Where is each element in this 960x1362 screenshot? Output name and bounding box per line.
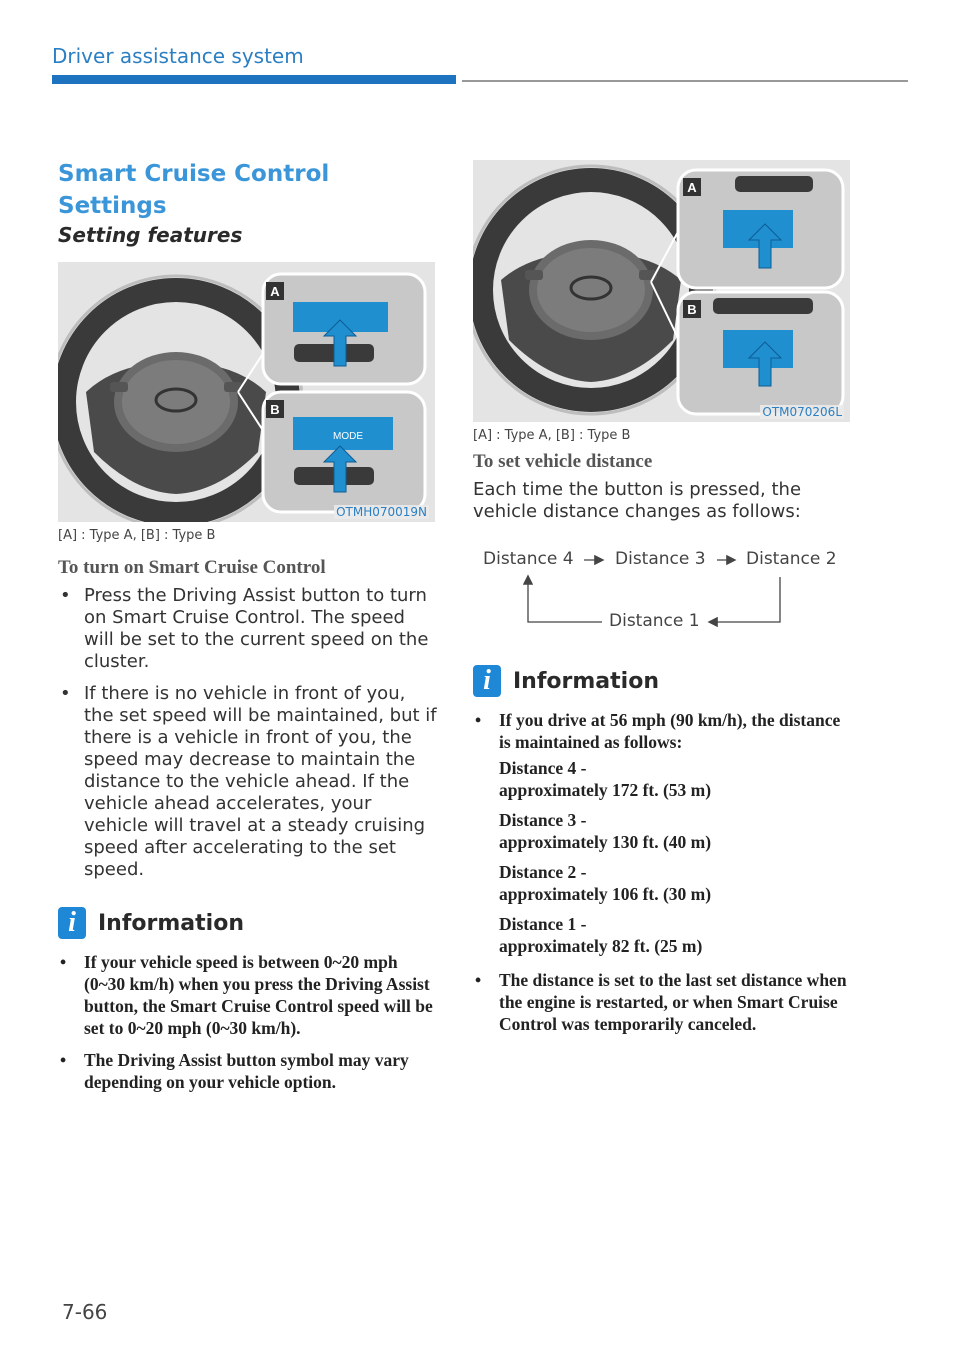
steering-wheel-figure-1 — [58, 262, 435, 522]
information-header — [473, 665, 851, 697]
information-title: Information — [98, 910, 244, 936]
distance-approx: approximately 82 ft. (25 m) — [499, 936, 703, 956]
steering-wheel-illustration — [58, 262, 435, 522]
left-column — [58, 158, 440, 1103]
procedure-title: To turn on Smart Cruise Control — [58, 557, 326, 578]
page-number: 7-66 — [62, 1300, 108, 1324]
info-item-text: If you drive at 56 mph (90 km/h), the distance is maintained as follows: — [499, 710, 841, 752]
section-title: Smart Cruise Control Settings — [58, 161, 330, 219]
procedure-list — [58, 585, 440, 881]
distance-approx: approximately 172 ft. (53 m) — [499, 780, 712, 800]
figure1-label-b: B — [270, 402, 280, 417]
distance-2-label: Distance 2 — [746, 549, 837, 569]
information-list — [58, 951, 440, 1093]
header-rule — [462, 80, 908, 82]
procedure-title: To set vehicle distance — [473, 451, 653, 472]
list-item: • The Driving Assist button symbol may vary depending on your vehicle option. — [58, 1049, 440, 1093]
figure-code: OTMH070019N — [336, 505, 427, 519]
information-title: Information — [513, 668, 659, 694]
distance-approx: approximately 106 ft. (30 m) — [499, 884, 712, 904]
figure2-label-b: B — [687, 302, 697, 317]
header-accent-bar — [52, 75, 456, 84]
running-header: Driver assistance system — [52, 44, 304, 68]
list-item — [473, 709, 851, 753]
information-list — [473, 709, 851, 753]
distance-4-label: Distance 4 — [483, 549, 574, 569]
distance-value-item — [499, 757, 851, 801]
distance-value-item — [499, 913, 851, 957]
right-column — [473, 160, 851, 1045]
distance-3-label: Distance 3 — [615, 549, 706, 569]
steering-wheel-figure-2 — [473, 160, 850, 422]
distance-value-item — [499, 861, 851, 905]
information-list-continued — [473, 969, 851, 1035]
list-item: • If there is no vehicle in front of you, the set speed will be maintained, but if there is a vehicle in front of you, the speed may decrease to maintain the distance to the vehicle ahead. If the vehicle ahead accelerates, your vehicle will travel at a steady cruising speed after accelerating to the set speed. — [58, 683, 440, 881]
steering-wheel-illustration — [473, 160, 850, 422]
info-icon: i — [473, 665, 501, 697]
mode-button-text: MODE — [333, 431, 363, 442]
distance-name: Distance 1 - — [499, 914, 587, 934]
figure-code: OTM070206L — [762, 405, 842, 419]
list-item: • Press the Driving Assist button to turn on Smart Cruise Control. The speed will be set to the current speed on the cluster. — [58, 585, 440, 673]
distance-1-label: Distance 1 — [609, 611, 700, 631]
distance-name: Distance 2 - — [499, 862, 587, 882]
figure2-label-a: A — [687, 180, 697, 195]
figure-caption: [A] : Type A, [B] : Type B — [58, 528, 216, 543]
distance-name: Distance 3 - — [499, 810, 587, 830]
info-icon: i — [58, 907, 86, 939]
list-item: • If your vehicle speed is between 0~20 mph (0~30 km/h) when you press the Driving Assist button, the Smart Cruise Control speed will be set to 0~20 mph (0~30 km/h). — [58, 951, 440, 1039]
distance-value-item — [499, 809, 851, 853]
list-item: • The distance is set to the last set distance when the engine is restarted, or when Smart Cruise Control was temporarily canceled. — [473, 969, 851, 1035]
figure1-label-a: A — [270, 284, 280, 299]
sub-title: Setting features — [58, 223, 243, 247]
figure-caption: [A] : Type A, [B] : Type B — [473, 428, 631, 443]
information-header — [58, 907, 440, 939]
distance-approx: approximately 130 ft. (40 m) — [499, 832, 712, 852]
distance-name: Distance 4 - — [499, 758, 587, 778]
distance-values — [473, 757, 851, 957]
procedure-intro: Each time the button is pressed, the vehicle distance changes as follows: — [473, 479, 802, 522]
distance-cycle-diagram — [473, 541, 851, 653]
